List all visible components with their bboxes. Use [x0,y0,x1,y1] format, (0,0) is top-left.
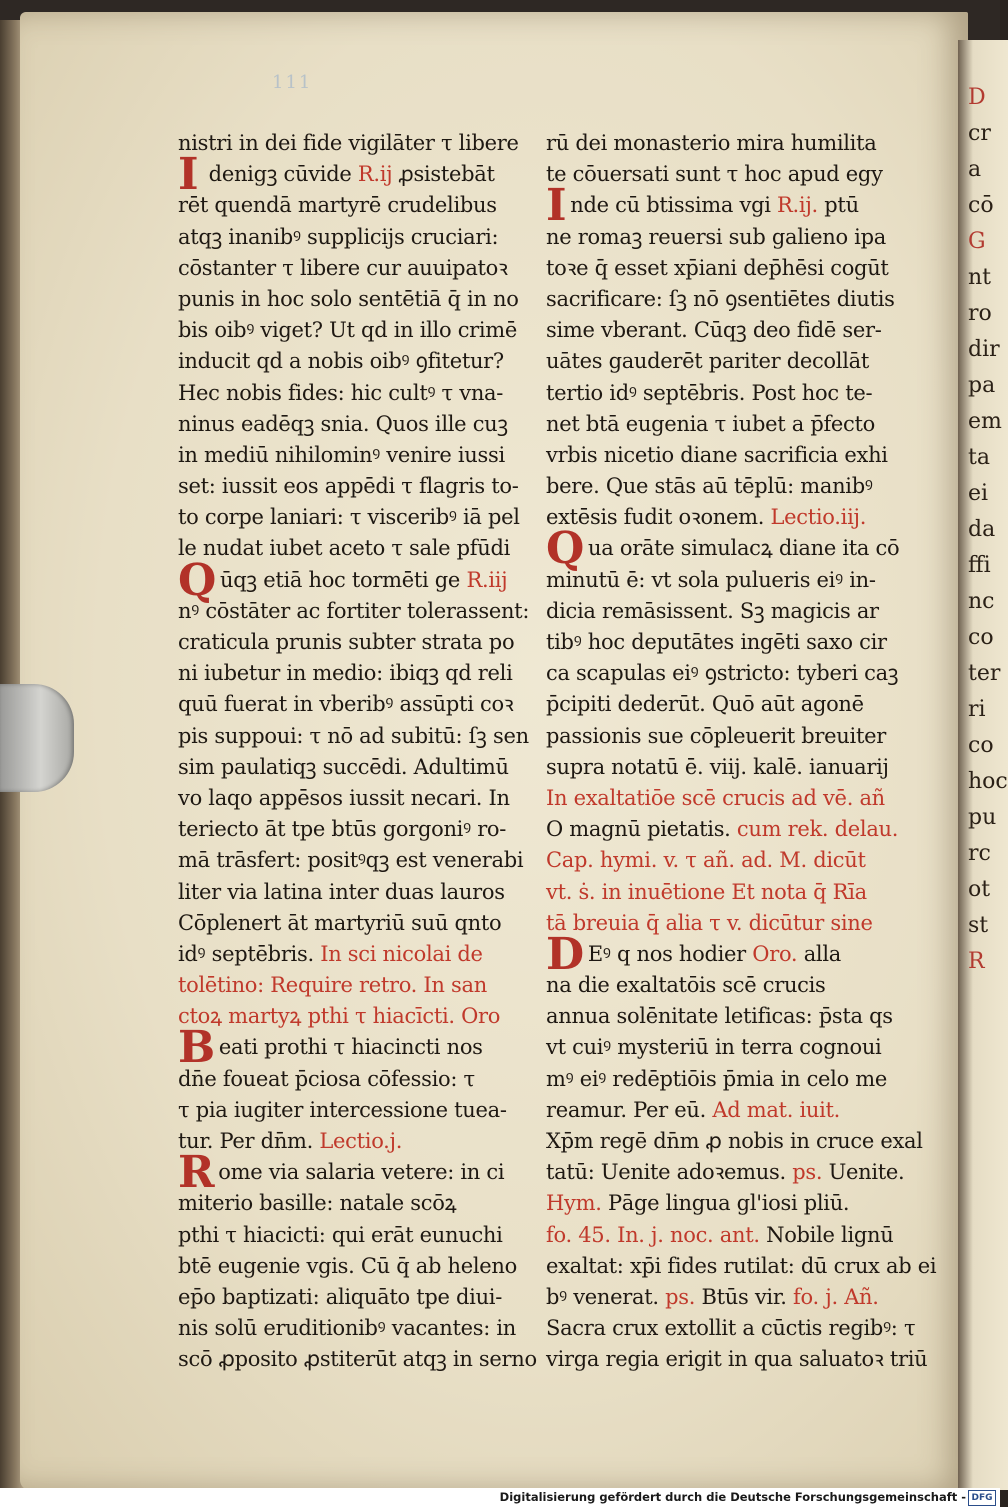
left-text-column [178,128,538,1376]
left-column-line: pthi τ hiacicti: qui erāt eunuchi [178,1222,503,1247]
next-page-fragment: rc [968,841,991,866]
rubricated-initial: I [178,149,199,201]
right-column-line: ca scapulas eiꝰ ꝯstricto: tyberi caꝫ [546,661,899,686]
next-page-fragment: a [968,157,982,182]
rubricated-initial: D [546,928,584,980]
right-column-line: dicia remāsissent. Sꝫ magicis ar [546,598,879,623]
rubricated-initial: R [178,1147,215,1199]
left-column-line: mā trāsfert: positꝰqꝫ est venerabi [178,848,524,873]
text-run: ꝓsistebāt [392,162,495,187]
right-column-line [546,845,908,876]
right-column-line [546,783,908,814]
left-column-line: miterio basille: natale scōꝝ [178,1191,457,1216]
next-page-fragment: ter [968,661,1001,686]
rubricated-initial: Q [546,523,585,575]
right-column-line [546,814,908,845]
text-run: tur. Per dn̄m. [178,1129,320,1153]
rubric-text: Lectio.j. [319,1129,403,1153]
text-run: denigꝫ cūvide [202,162,358,187]
text-run: tatū: Uenite adoꝛemus. [546,1160,793,1185]
text-run: alla [797,941,841,966]
right-column-line [546,1095,908,1126]
left-column-line [178,1126,538,1157]
left-column-line: τ pia iugiter intercessione tuea- [178,1097,507,1122]
rubricated-initial: I [546,180,567,232]
right-column-line: Xp̄m regē dn̄m ꝓ nobis in cruce exal [546,1129,923,1153]
text-run: eati prothi τ hiacincti nos [218,1035,483,1060]
rubric-text: tā breuia q̄ alia τ v. dicūtur sine [546,910,873,935]
left-column-line: cōstanter τ libere cur auuipatoꝛ [178,255,508,280]
next-page-fragment: ffi [968,553,991,578]
next-page-fragment: co [968,625,994,650]
right-column-line [546,1220,908,1251]
rubric-text: tolētino: Require retro. In san [178,973,487,998]
text-run: Nobile lignū [759,1222,894,1247]
left-column-line: nꝰ cōstāter ac fortiter tolerassent: [178,598,530,623]
left-column-line: bis oibꝰ viget? Ut qd in illo crimē [178,318,518,343]
text-run: Btūs vir. [695,1284,794,1309]
right-text-column [546,128,937,1376]
next-page-fragment: ri [968,697,986,722]
text-run: bꝰ venerat. [546,1284,666,1309]
right-column-line [546,908,908,939]
text-run: nde cū btissima vgi [570,193,778,218]
left-column-line: craticula prunis subter strata po [178,630,515,654]
left-column-line [178,554,538,606]
next-page-fragment: pa [968,373,996,398]
text-run: extēsis fudit oꝛonem. [546,505,771,530]
text-run: ptū [817,193,859,218]
next-page-fragment: ta [968,445,990,470]
text-run: ua orāte simulacꝝ diane ita cō [588,536,900,561]
right-column-line: sime vberant. Cūqꝫ deo fidē ser- [546,318,882,343]
right-column-line [546,1157,908,1188]
right-column-line: virga regia erigit in qua saluatoꝛ triū [546,1347,928,1372]
next-page-fragment: st [968,913,989,938]
left-column-line [178,149,538,201]
right-column-line: te cōuersati sunt τ hoc apud egy [546,162,883,187]
rubric-text: vt. ṡ. in inuētione Et nota q̄ Rīa [546,879,867,904]
rubric-text: Hym. [546,1191,602,1216]
right-column-line: tibꝰ hoc deputātes ingēti saxo cir [546,630,887,654]
next-page-fragment: nt [968,265,992,290]
left-column-line [178,1147,538,1199]
funding-credit: Digitalisierung gefördert durch die Deutsche Forschungsgemeinschaft - [499,1490,966,1504]
left-column-line: le nudat iubet aceto τ sale pfūdi [178,536,511,561]
text-run: ome via salaria vetere: in ci [218,1160,505,1185]
right-column-line: tertio idꝰ septēbris. Post hoc te- [546,380,873,405]
rubric-text: ps. [792,1160,823,1185]
right-column-line [546,502,908,533]
left-column-line [178,939,538,970]
right-column-line: na die exaltatōis scē crucis [546,973,826,998]
page-clip [0,684,74,792]
text-run: Uenite. [822,1160,905,1185]
next-page-fragment: co [968,733,994,758]
right-column-line: vrbis nicetio diane sacrificia exhi [546,442,888,467]
next-page-fragment: ro [968,301,992,326]
dfg-logo: DFG [968,1490,996,1506]
right-column-line: passionis sue cōpleuerit breuiter [546,723,886,748]
left-column-line: set: iussit eos appēdi τ flagris to- [178,474,519,499]
rubric-text: cum rek. delau. [736,817,899,842]
right-column-line [546,1282,908,1313]
left-column-line: ep̄o baptizati: aliquāto tpe diui- [178,1284,503,1309]
next-page-fragment: D [968,85,986,110]
left-column-line: scō ꝓposito ꝓstiterūt atqꝫ in serno [178,1347,537,1372]
right-column-line: rū dei monasterio mira humilita [546,131,877,155]
left-column-line: inducit qd a nobis oibꝰ ꝯfitetur? [178,349,504,374]
rubric-text: Ad mat. iuit. [712,1097,841,1122]
left-column-line: rēt quendā martyrē crudelibus [178,193,497,218]
next-page-fragment: hoc [968,769,1008,794]
rubric-text: fo. j. Añ. [793,1284,879,1309]
text-run: idꝰ septēbris. [178,941,321,966]
right-column-line [546,928,908,980]
next-page-fragment: cr [968,121,991,146]
rubricated-initial: Q [178,554,217,606]
left-column-line: pis suppoui: τ nō ad subitū: ſꝫ sen [178,723,529,748]
left-column-line: nistri in dei fide vigilāter τ libere [178,131,519,155]
rubric-text: In exaltatiōe scē crucis ad vē. añ [546,785,885,810]
right-column-line [546,1188,908,1219]
text-run: Eꝰ q nos hodier [587,941,753,966]
rubric-text: In sci nicolai de [320,941,483,966]
left-column-line: dn̄e foueat p̄ciosa cōfessio: τ [178,1066,475,1091]
text-run: reamur. Per eū. [546,1097,713,1122]
left-column-line: quū fuerat in vberibꝰ assūpti coꝛ [178,692,514,717]
left-column-line: nis solū eruditionibꝰ vacantes: in [178,1316,516,1341]
folio-number: 111 [272,72,313,93]
text-run: Pāge lingua gl'iosi pliū. [601,1191,850,1216]
left-column-line: Hec nobis fides: hic cultꝰ τ vna- [178,380,504,405]
right-column-line: annua solēnitate letificas: p̄sta qs [546,1004,893,1029]
right-column-line: uātes gauderēt pariter decollāt [546,349,869,374]
text-run: ūqꝫ etiā hoc tormēti ge [220,567,467,592]
next-page-fragment: cō [968,193,994,218]
right-column-line [546,180,908,232]
right-column-line: minutū ē: vt sola pulueris eiꝰ in- [546,567,876,592]
next-page-fragment: dir [968,337,1000,362]
left-column-line: teriecto āt tpe btūs gorgoniꝰ ro- [178,817,507,842]
rubric-text: Oro. [752,941,798,966]
right-column-line: Sacra crux extollit a cūctis regibꝰ: τ [546,1316,916,1341]
left-column-line [178,970,538,1001]
rubric-text: fo. 45. In. j. noc. ant. [546,1222,760,1247]
right-column-line: supra notatū ē. viij. kalē. ianuarij [546,754,889,779]
left-column-line: in mediū nihilominꝰ venire iussi [178,442,505,467]
right-column-line [546,523,908,575]
left-column-line: Cōplenert āt martyriū suū qnto [178,910,502,935]
right-column-line: sacrificare: ſꝫ nō ꝯsentiētes diutis [546,286,895,311]
rubric-text: Cap. hymi. v. τ añ. ad. M. dicūt [546,848,866,873]
next-page-fragment: em [968,409,1002,434]
left-column-line: punis in hoc solo sentētiā q̄ in no [178,286,519,311]
left-column-line: atqꝫ inanibꝰ supplicijs cruciari: [178,224,499,249]
next-page-fragment: ot [968,877,991,902]
right-column-line: mꝰ eiꝰ redēptiōis p̄mia in celo me [546,1066,888,1091]
right-column-line [546,877,908,908]
right-column-line: vt cuiꝰ mysteriū in terra cognoui [546,1035,882,1060]
right-column-line: ne romaꝫ reuersi sub galieno ipa [546,224,886,249]
right-column-line: bere. Que stās aū tēplū: manibꝰ [546,474,873,499]
left-column-line: ni iubetur in medio: ibiqꝫ qd reli [178,661,513,686]
rubric-text: ps. [665,1284,696,1309]
left-column-line: vo laqo appēsos iussit necari. In [178,785,510,810]
next-page-fragment: R [968,949,985,974]
right-column-line: toꝛe q̄ esset xp̄iani dep̄hēsi cogūt [546,255,889,280]
left-column-line [178,1022,538,1074]
right-column-line: exaltat: xp̄i fides rutilat: dū crux ab ei [546,1253,937,1278]
rubricated-initial: B [178,1022,215,1074]
left-column-line: to corpe laniari: τ visceribꝰ iā pel [178,505,520,530]
left-column-line: btē eugenie vgis. Cū q̄ ab helenο [178,1253,517,1278]
next-page-fragment: nc [968,589,995,614]
left-column-line: ninus eadēqꝫ snia. Quos ille cuꝫ [178,411,508,436]
next-page-text [968,80,1008,980]
rubric-text: Lectio.iij. [770,505,867,530]
rubric-text: R.iij [466,567,508,592]
left-column-line: sim paulatiqꝫ succēdi. Adultimū [178,754,509,779]
right-column-line: net btā eugenia τ iubet a p̄fecto [546,411,876,436]
next-page-fragment: da [968,517,996,542]
right-column-line: p̄cipiti dederūt. Quō aūt agonē [546,692,864,717]
rubric-text: ctoꝝ martyꝝ pthi τ hiacīcti. Oro [178,1004,501,1029]
rubric-text: R.ij [357,162,393,187]
next-page-fragment: pu [968,805,997,830]
next-page-fragment: G [968,229,986,254]
text-run: O magnū pietatis. [546,817,737,842]
left-column-line: liter via latina inter duas lauros [178,879,505,904]
left-column-line [178,1001,538,1032]
next-page-fragment: ei [968,481,989,506]
rubric-text: R.ij. [777,193,818,218]
